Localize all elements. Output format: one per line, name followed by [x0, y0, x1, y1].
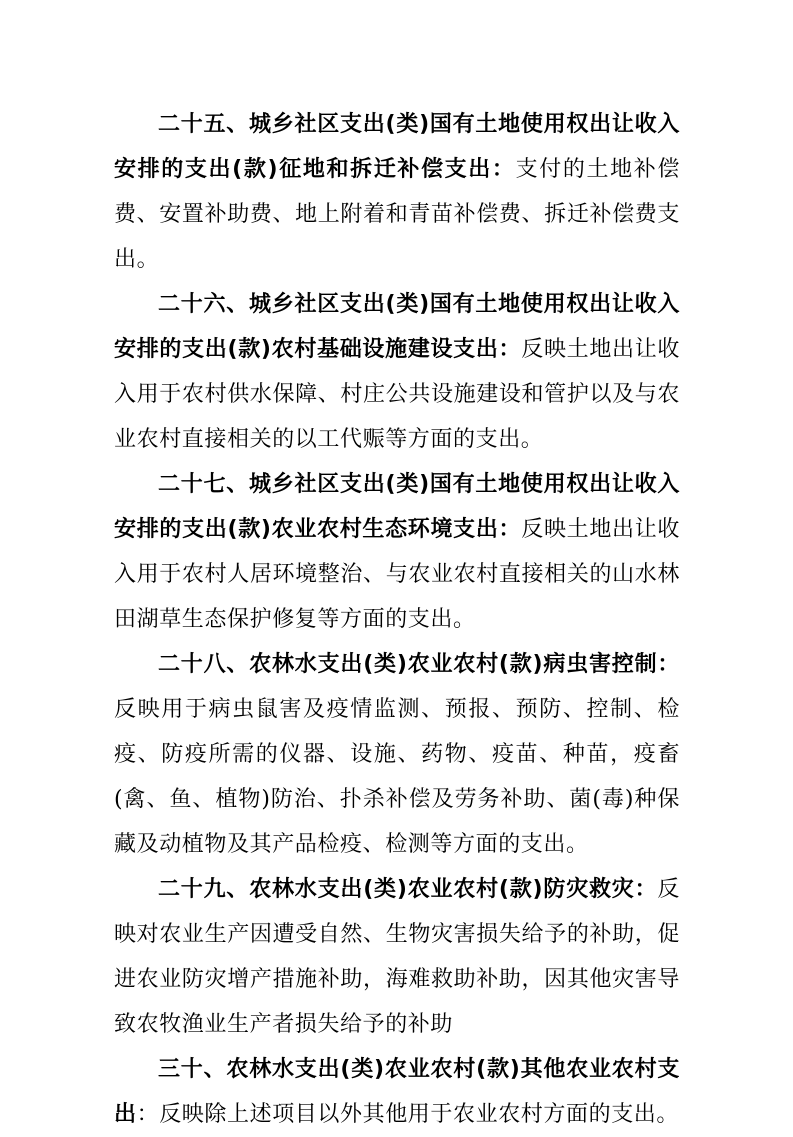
paragraph-29-term: 二十九、农林水支出(类)农业农村(款)防灾救灾： — [158, 877, 658, 902]
paragraph-25-body: 支付的土地补偿费、安置补助费、地上附着和青苗补偿费、拆迁补偿费支出。 — [114, 157, 680, 272]
paragraph-28-term: 二十八、农林水支出(类)农业农村(款)病虫害控制： — [158, 652, 680, 677]
paragraph-30 — [114, 1047, 680, 1137]
paragraph-27-body: 反映土地出让收入用于农村人居环境整治、与农业农村直接相关的山水林田湖草生态保护修复等方面的支出。 — [114, 517, 680, 632]
paragraph-30-term: 三十、农林水支出(类)农业农村(款)其他农业农村支出 — [114, 1057, 680, 1127]
paragraph-30-body: ：反映除上述项目以外其他用于农业农村方面的支出。 — [136, 1102, 680, 1127]
paragraph-27 — [114, 462, 680, 642]
paragraph-28-body: 反映用于病虫鼠害及疫情监测、预报、预防、控制、检疫、防疫所需的仪器、设施、药物、疫苗、种苗，疫畜(禽、鱼、植物)防治、扑杀补偿及劳务补助、菌(毒)种保藏及动植物及其产品检疫、检测等方面的支出。 — [114, 697, 680, 857]
document-page — [114, 102, 680, 1137]
paragraph-29-body: 反映对农业生产因遭受自然、生物灾害损失给予的补助，促进农业防灾增产措施补助，海难救助补助，因其他灾害导致农牧渔业生产者损失给予的补助 — [114, 877, 680, 1037]
paragraph-26 — [114, 282, 680, 462]
paragraph-25-term: 二十五、城乡社区支出(类)国有土地使用权出让收入安排的支出(款)征地和拆迁补偿支出： — [114, 112, 680, 182]
paragraph-26-body: 反映土地出让收入用于农村供水保障、村庄公共设施建设和管护以及与农业农村直接相关的以工代赈等方面的支出。 — [114, 337, 680, 452]
paragraph-28 — [114, 642, 680, 867]
paragraph-27-term: 二十七、城乡社区支出(类)国有土地使用权出让收入安排的支出(款)农业农村生态环境支出： — [114, 472, 680, 542]
paragraph-26-term: 二十六、城乡社区支出(类)国有土地使用权出让收入安排的支出(款)农村基础设施建设支出： — [114, 292, 680, 362]
paragraph-29 — [114, 867, 680, 1047]
paragraph-25 — [114, 102, 680, 282]
